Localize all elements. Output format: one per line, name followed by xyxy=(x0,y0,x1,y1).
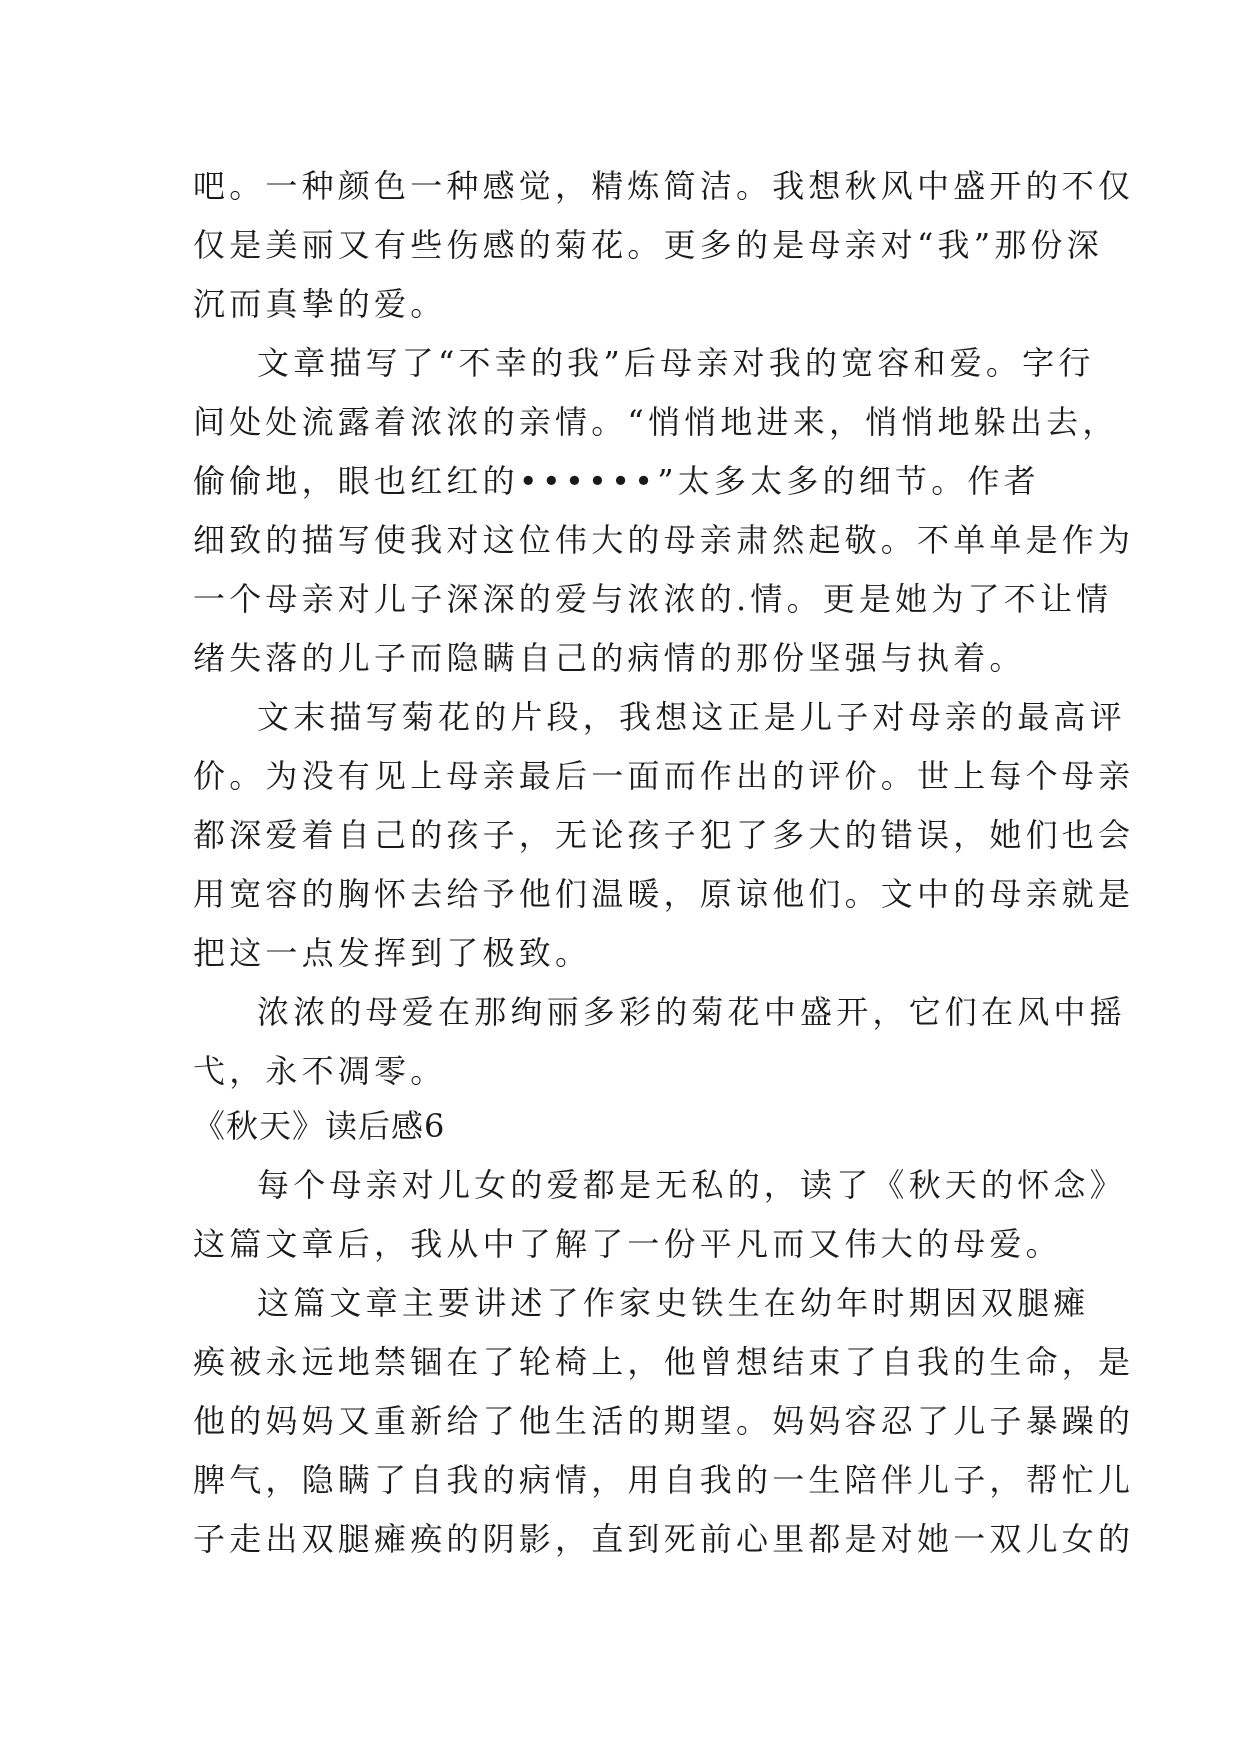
paragraph-start: 文章描写了“不幸的我”后母亲对我的宽容和爱。字行 xyxy=(257,344,1095,382)
paragraph-start: 每个母亲对儿女的爱都是无私的，读了《秋天的怀念》 xyxy=(257,1166,1126,1204)
text-line: 把这一点发挥到了极致。 xyxy=(193,934,592,972)
section-heading: 《秋天》读后感6 xyxy=(193,1107,446,1145)
text-line: 痪被永远地禁锢在了轮椅上，他曾想结束了自我的生命，是 xyxy=(193,1343,1135,1381)
text-line: 价。为没有见上母亲最后一面而作出的评价。世上每个母亲 xyxy=(193,757,1135,795)
text-line: 沉而真挚的爱。 xyxy=(193,285,447,323)
text-line: 用宽容的胸怀去给予他们温暖，原谅他们。文中的母亲就是 xyxy=(193,875,1135,913)
text-line: 细致的描写使我对这位伟大的母亲肃然起敬。不单单是作为 xyxy=(193,521,1135,559)
text-line: 间处处流露着浓浓的亲情。“悄悄地进来，悄悄地躲出去， xyxy=(193,403,1119,441)
paragraph-start: 这篇文章主要讲述了作家史铁生在幼年时期因双腿瘫 xyxy=(257,1284,1090,1322)
text-line: 他的妈妈又重新给了他生活的期望。妈妈容忍了儿子暴躁的 xyxy=(193,1402,1135,1440)
text-line: 都深爱着自己的孩子，无论孩子犯了多大的错误，她们也会 xyxy=(193,816,1135,854)
paragraph-start: 浓浓的母爱在那绚丽多彩的菊花中盛开，它们在风中摇 xyxy=(257,993,1126,1031)
text-line: 这篇文章后，我从中了解了一份平凡而又伟大的母爱。 xyxy=(193,1225,1062,1263)
text-line: 一个母亲对儿子深深的爱与浓浓的.情。更是她为了不让情 xyxy=(193,580,1113,618)
text-line: 吧。一种颜色一种感觉，精炼简洁。我想秋风中盛开的不仅 xyxy=(193,167,1135,205)
text-line: 偷偷地，眼也红红的••••••”太多太多的细节。作者 xyxy=(193,462,1040,500)
text-line: 仅是美丽又有些伤感的菊花。更多的是母亲对“我”那份深 xyxy=(193,226,1103,264)
paragraph-start: 文末描写菊花的片段，我想这正是儿子对母亲的最高评 xyxy=(257,698,1126,736)
text-line: 脾气，隐瞒了自我的病情，用自我的一生陪伴儿子，帮忙儿 xyxy=(193,1461,1135,1499)
text-line: 弋，永不凋零。 xyxy=(193,1052,447,1090)
text-line: 绪失落的儿子而隐瞒自己的病情的那份坚强与执着。 xyxy=(193,639,1026,677)
text-line: 子走出双腿瘫痪的阴影，直到死前心里都是对她一双儿女的 xyxy=(193,1520,1135,1558)
